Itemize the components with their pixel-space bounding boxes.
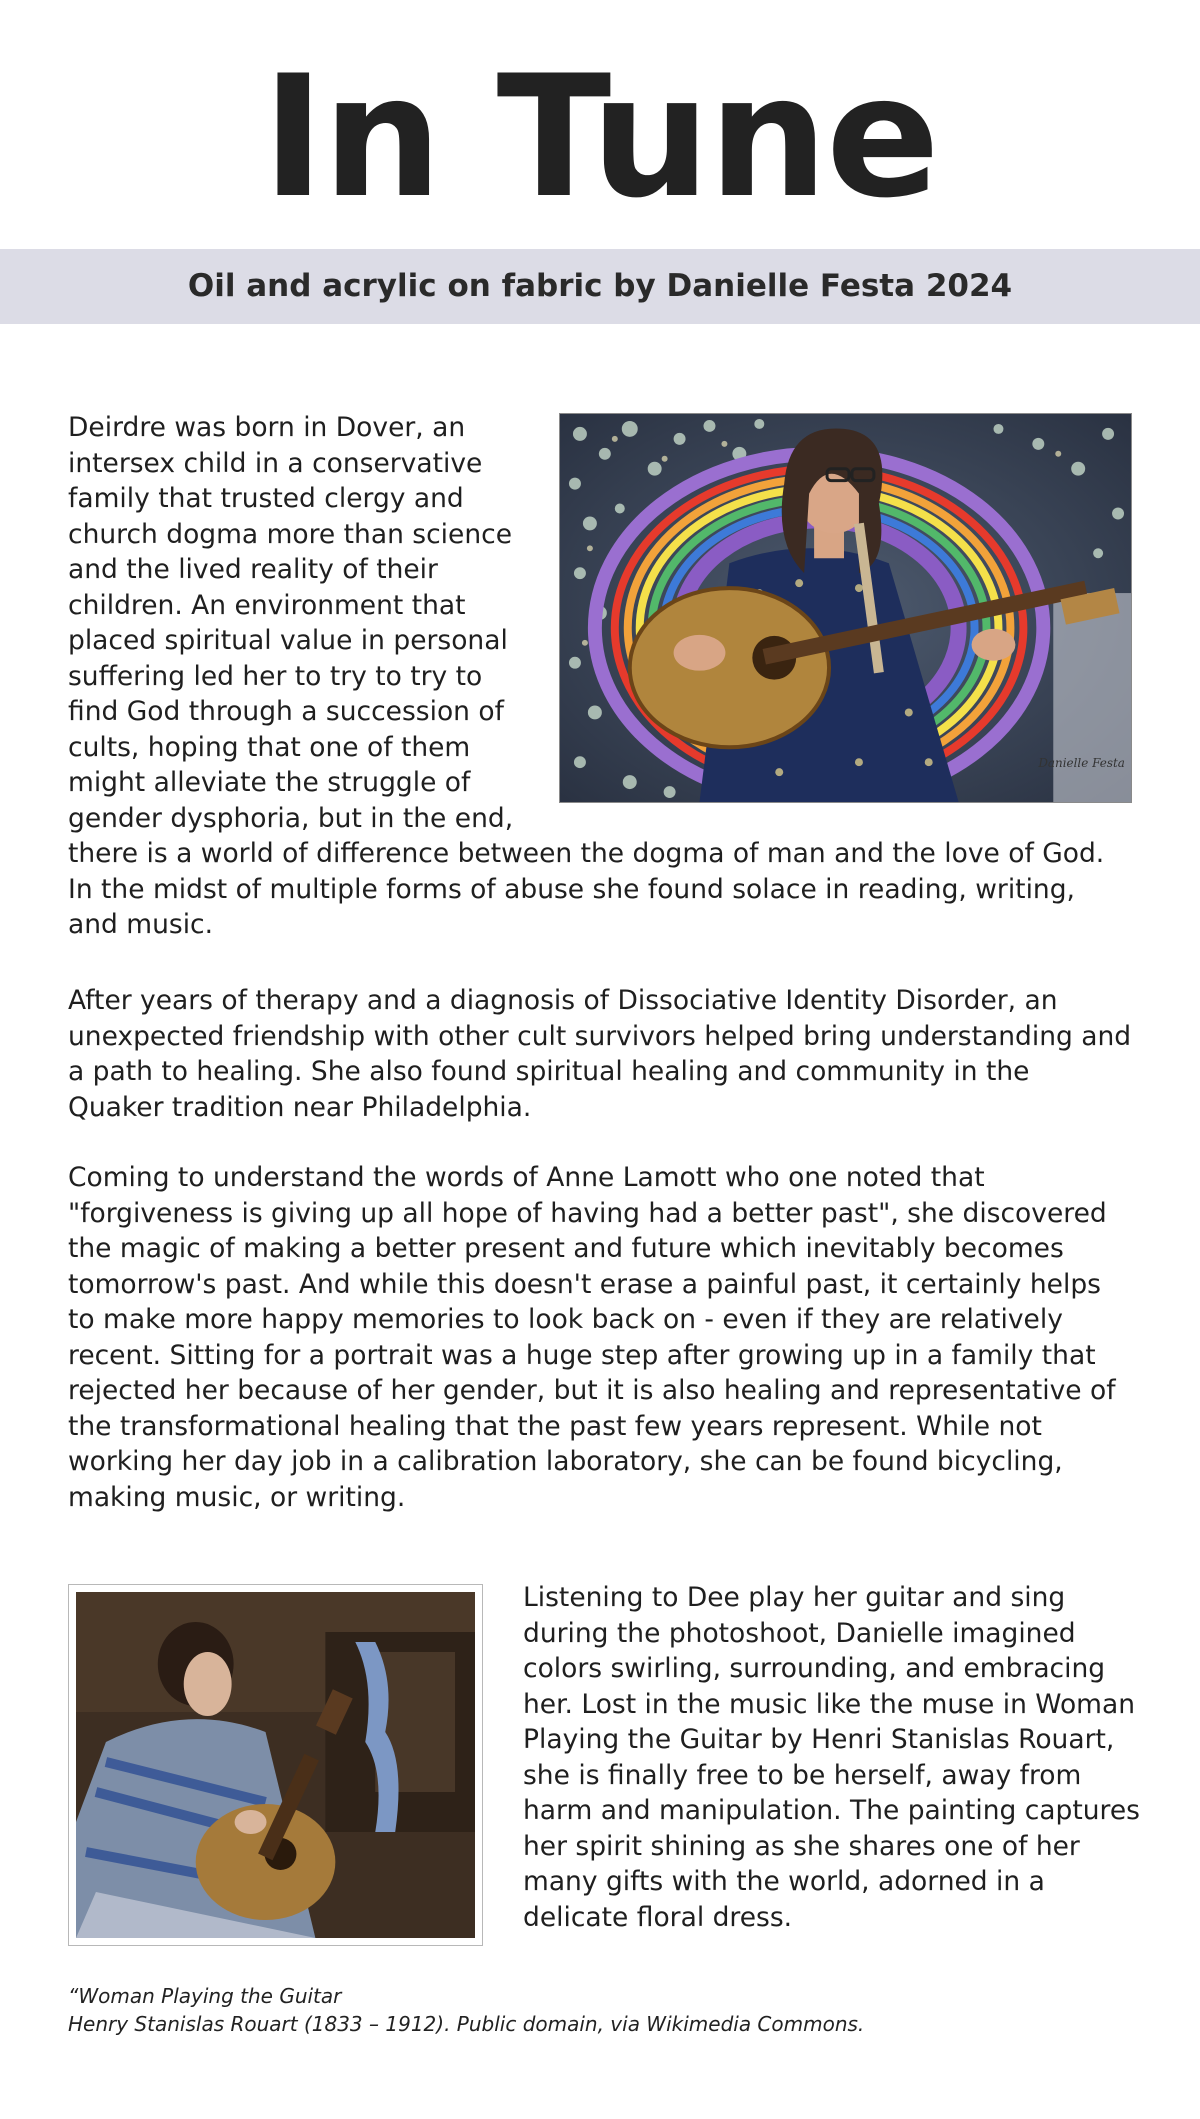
svg-text:Danielle Festa: Danielle Festa [1038, 756, 1125, 771]
subtitle: Oil and acrylic on fabric by Danielle Festa 2024 [187, 268, 1013, 304]
intro-section [68, 410, 1132, 943]
caption-credit: Henry Stanislas Rouart (1833 – 1912). Public domain, via Wikimedia Commons. [68, 2012, 865, 2036]
page-title: In Tune [262, 39, 938, 235]
portrait-painting-image [559, 413, 1132, 803]
paragraph-healing: After years of therapy and a diagnosis of Dissociative Identity Disorder, an unexpected friendship with other cult survivors helped bring understanding and a path to healing. She also found spiritual healing and community in the Quaker tradition near Philadelphia. [68, 985, 1132, 1123]
reference-painting-image [68, 1584, 483, 1946]
paragraph-photoshoot: Listening to Dee play her guitar and sing during the photoshoot, Danielle imagined colors swirling, surrounding, and embracing her. Lost in the music like the muse in Woman Playing the Guitar by Henri Stanislas Rouart, she is finally free to be herself, away from harm and manipulation. The painting captures her spirit shining as she shares one of her many gifts with the world, adorned in a delicate floral dress. [523, 1582, 1140, 1933]
paragraph-forgiveness: Coming to understand the words of Anne Lamott who one noted that "forgiveness is giving up all hope of having had a better past", she discovered the magic of making a better present and future which inevitably becomes tomorrow's past. And while this doesn't erase a painful past, it certainly helps to make more happy memories to look back on - even if they are relatively recent. Sitting for a portrait was a huge step after growing up in a family that rejected her because of her gender, but it is also healing and representative of the transformational healing that the past few years represent. While not working her day job in a calibration laboratory, she can be found bicycling, making music, or writing. [68, 1162, 1116, 1513]
caption-title: “Woman Playing the Guitar [68, 1984, 342, 2008]
image-caption [68, 1982, 1132, 2038]
paragraph-intro: Deirdre was born in Dover, an intersex child in a conservative family that trusted clergy and church dogma more than science and the lived reality of their children. An environment that placed spiritual value in personal suffering led her to try to try to find God through a succession of cults, hoping that one of them might alleviate the struggle of gender dysphoria, but in the end, there is a world of difference between the dogma of man and the love of God. In the midst of multiple forms of abuse she found solace in reading, writing, and music. [68, 412, 1105, 940]
